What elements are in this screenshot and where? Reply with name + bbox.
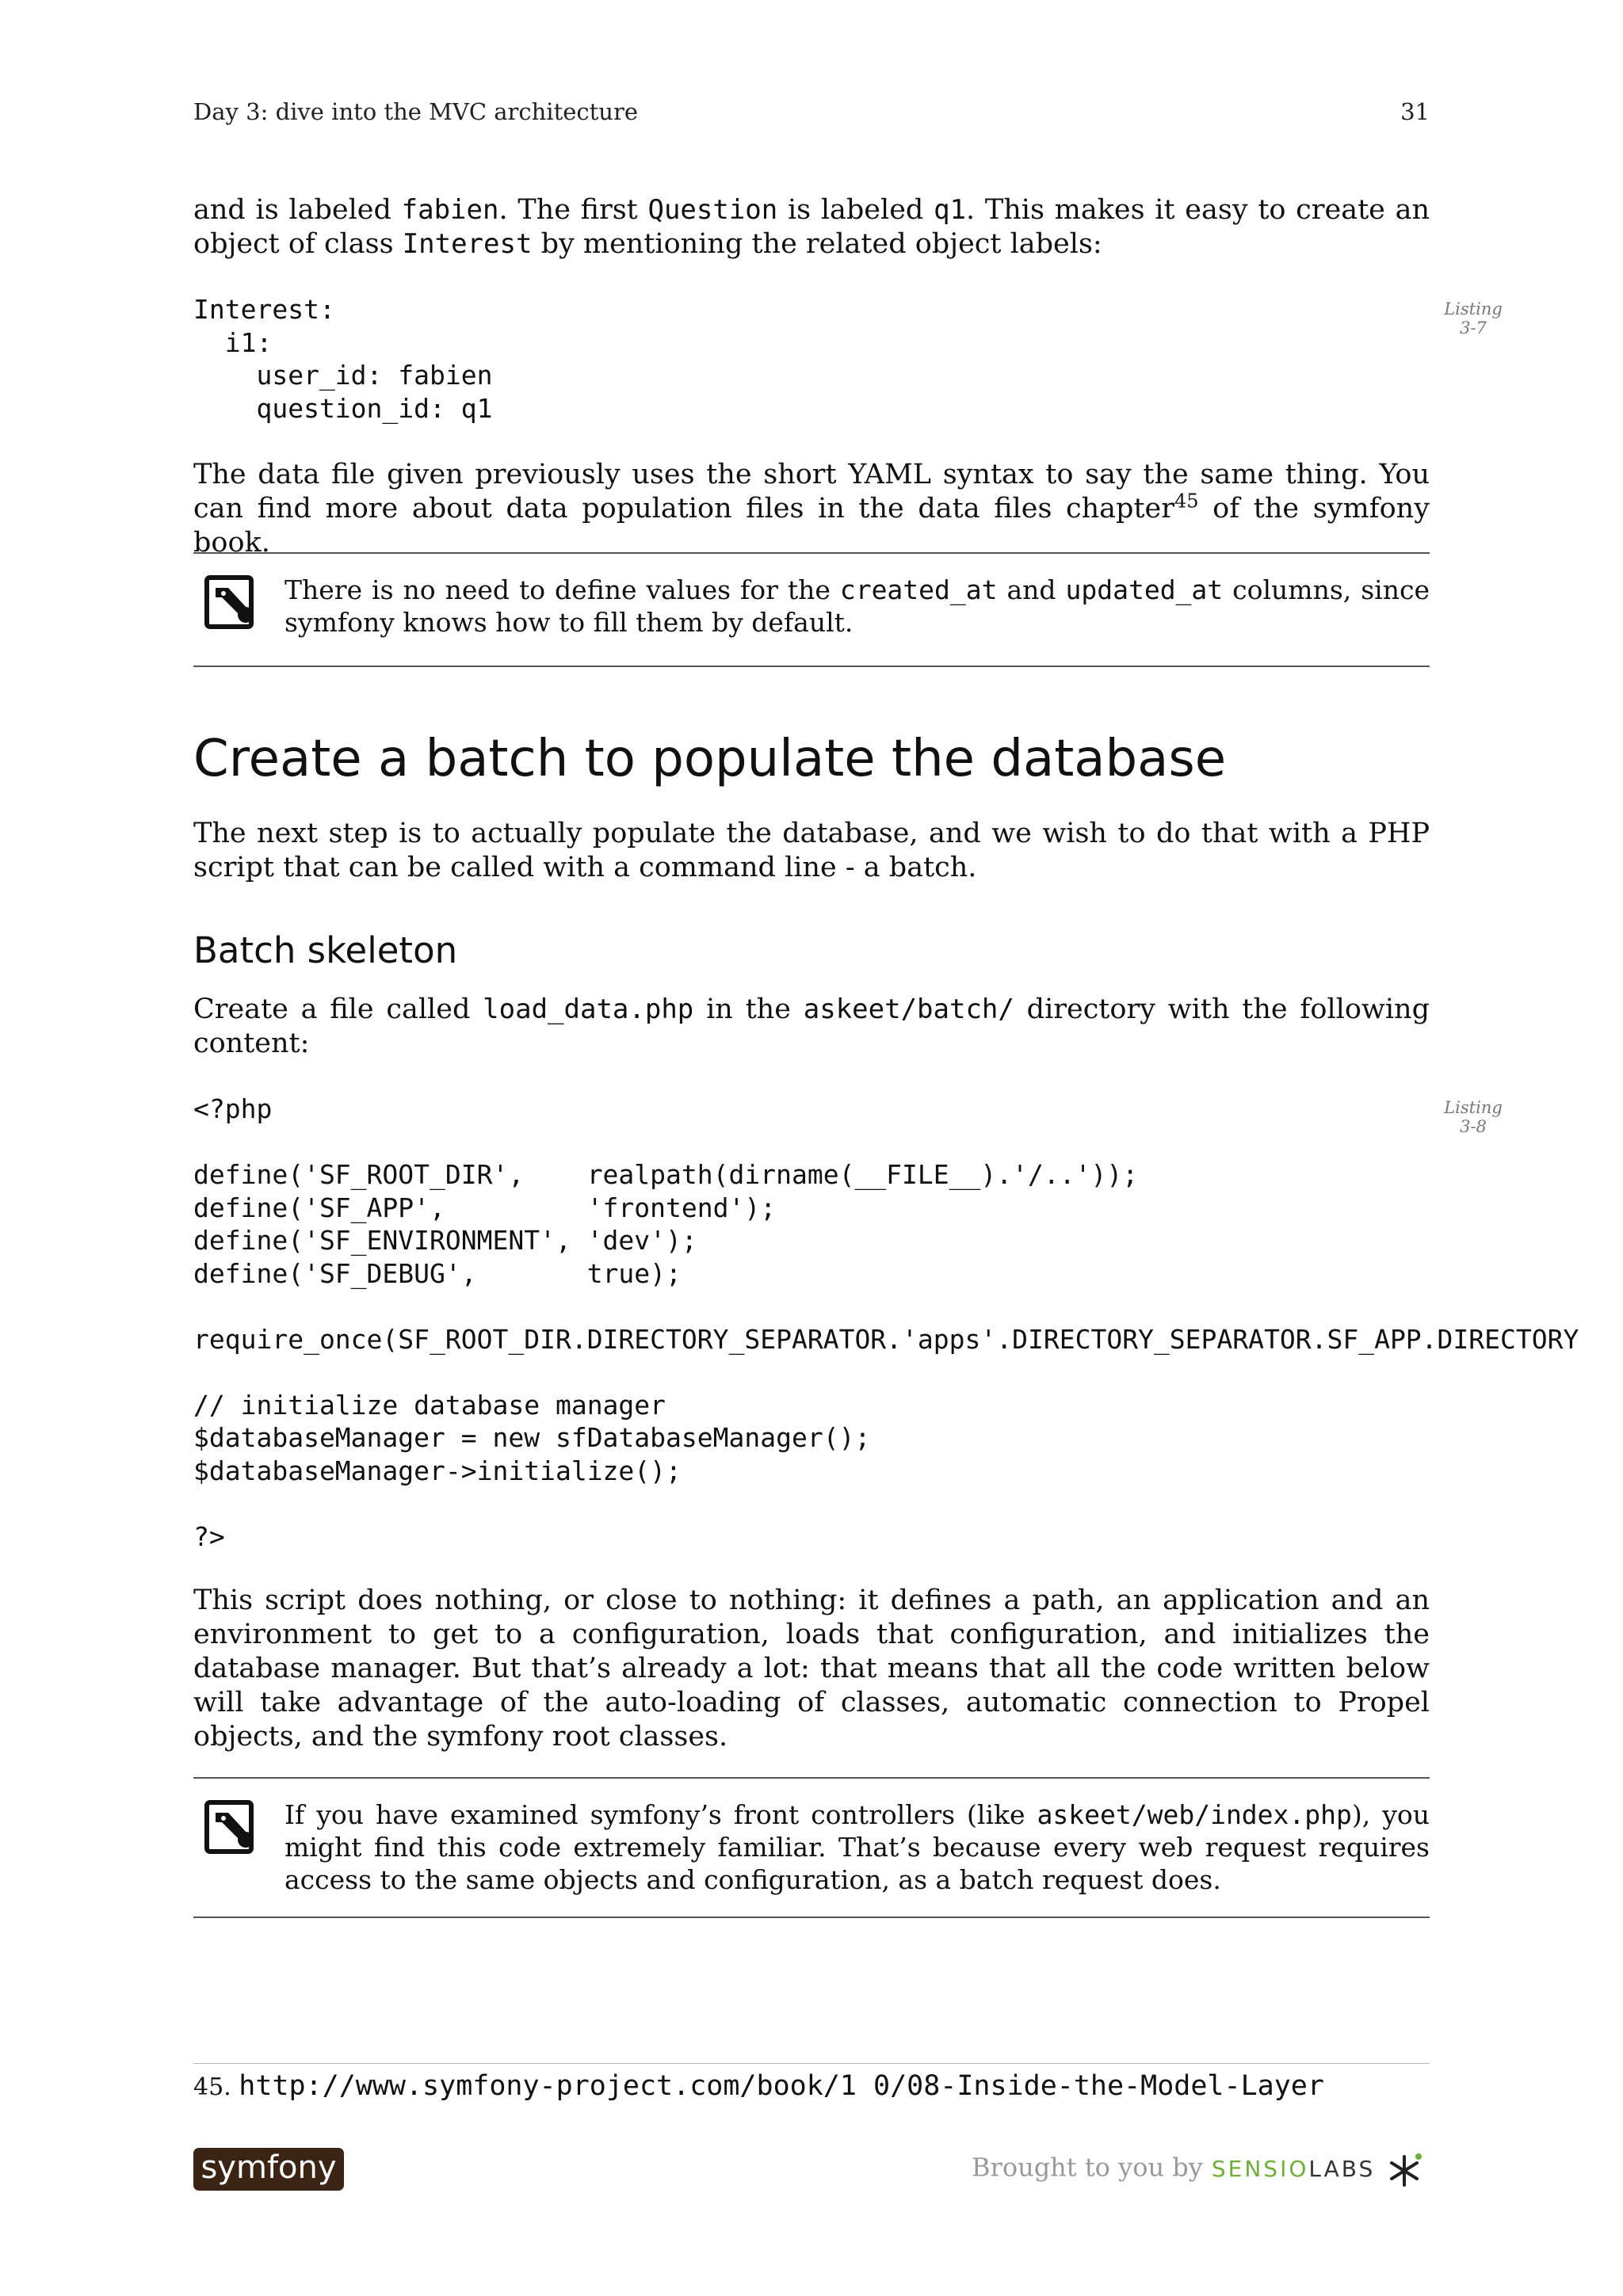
note-bottom-rule: [193, 1917, 1430, 1918]
inline-code: q1: [934, 194, 967, 226]
listing-label-3-8: Listing 3-8: [1444, 1098, 1503, 1136]
brought-by-text: Brought to you by: [972, 2152, 1203, 2183]
subsection-paragraph: Create a file called load_data.php in the askeet/batch/ directory with the following content:: [193, 994, 1430, 1059]
code-listing-3-8: <?php define('SF_ROOT_DIR', realpath(dirname(__FILE__).'/..')); define('SF_APP', 'frontend'); define('SF_ENVIRONMENT', 'dev'); define('SF_DEBUG', true); require_once(SF_ROOT_DIR.DIRECTORY_SEPARATOR.'apps'.DIRECTORY_SEPARATOR.SF_APP.DIRECTORY // initialize database manager $databaseManager = new sfDatabaseManager(); $databaseManager->initialize(); ?>: [193, 1093, 1579, 1552]
inline-code: askeet/web/index.php: [1037, 1799, 1352, 1830]
explanation-paragraph: This script does nothing, or close to nothing: it defines a path, an application and an environment to get to a configuration, loads that configuration, and initializes the database manager. But that’s already a lot: that means that all the code written below will take advantage of the auto-loading of classes, automatic connection to Propel objects, and the symfony root classes.: [193, 1585, 1430, 1753]
code-listing-3-7: Interest: i1: user_id: fabien question_id: q1: [193, 294, 493, 424]
footnote-rule: [193, 2063, 1430, 2064]
footnote: [193, 2070, 1324, 2103]
subsection-heading: Batch skeleton: [193, 929, 458, 971]
sensiolabs-star-icon: [1385, 2152, 1423, 2193]
inline-code: updated_at: [1065, 574, 1224, 605]
listing-label-3-7: Listing 3-7: [1444, 299, 1503, 338]
yaml-paragraph: The data file given previously uses the short YAML syntax to say the same thing. You can find more about data population files in the data files chapter$^{45}$ of the symfony book.: [193, 459, 1430, 559]
footnote-ref: 45: [1174, 490, 1199, 513]
inline-code: load_data.php: [483, 994, 694, 1025]
inline-code: fabien: [401, 194, 499, 226]
note-icon: [204, 575, 257, 632]
note-top-rule: [193, 552, 1430, 554]
note-text: If you have examined symfony’s front controllers (like askeet/web/index.php), you might find this code extremely familiar. That’s because every web request requires access to the same objects and configuration, as a batch request does.: [285, 1799, 1430, 1895]
section-heading: Create a batch to populate the database: [193, 730, 1227, 788]
inline-code: Question: [647, 194, 778, 226]
inline-code: created_at: [839, 574, 998, 605]
page-number: 31: [1400, 98, 1430, 125]
note-text: There is no need to define values for the created_at and updated_at columns, since symfony knows how to fill them by default.: [285, 574, 1430, 638]
inline-code: askeet/batch/: [803, 994, 1014, 1025]
note-icon: [204, 1800, 257, 1857]
section-intro-paragraph: The next step is to actually populate the database, and we wish to do that with a PHP script that can be called with a command line - a batch.: [193, 818, 1430, 883]
sensiolabs-logo: SENSIOLABS: [1211, 2155, 1376, 2182]
footer-credit: [972, 2152, 1423, 2193]
note-top-rule: [193, 1777, 1430, 1779]
running-header-title: Day 3: dive into the MVC architecture: [193, 98, 638, 125]
footnote-link[interactable]: http://www.symfony-project.com/book/1 0/08-Inside-the-Model-Layer: [239, 2070, 1324, 2102]
symfony-logo: symfony: [193, 2148, 344, 2191]
note-bottom-rule: [193, 666, 1430, 667]
footnote-number: 45.: [193, 2073, 231, 2101]
inline-code: Interest: [402, 228, 533, 260]
intro-paragraph: and is labeled fabien. The first Question is labeled q1. This makes it easy to create an object of class Interest by mentioning the related object labels:: [193, 194, 1430, 260]
